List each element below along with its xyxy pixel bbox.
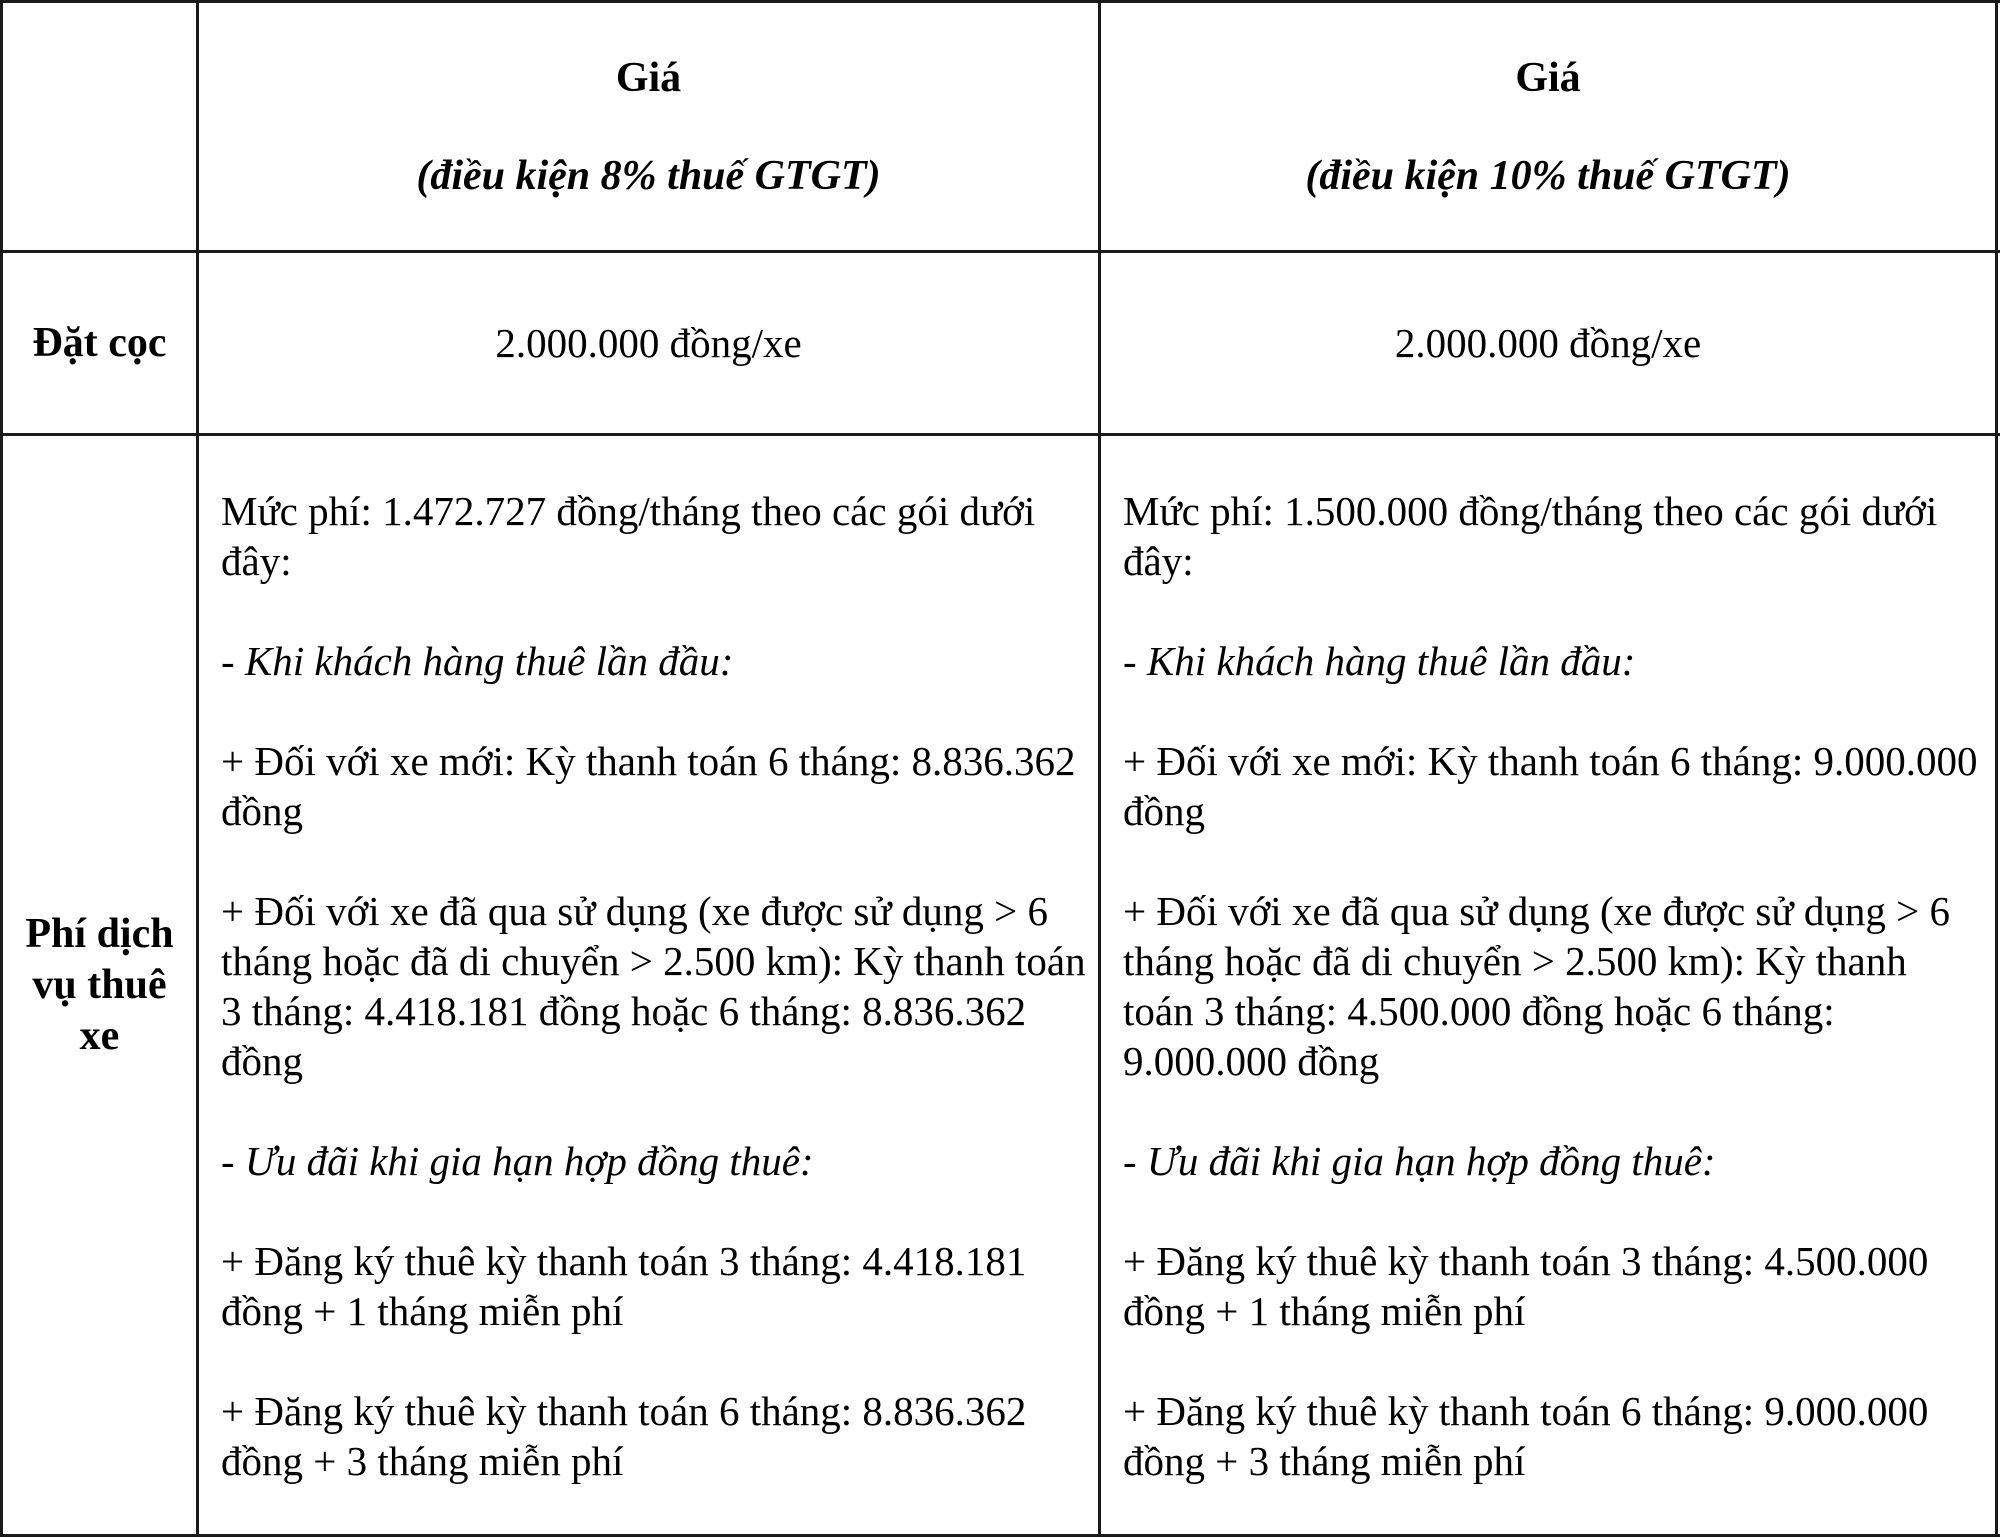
fee-rate-10pct: Mức phí: 1.500.000 đồng/tháng theo các gói dưới đây:: [1123, 488, 1938, 584]
renew-3-months-8pct: + Đăng ký thuê kỳ thanh toán 3 tháng: 4.418.181 đồng + 1 tháng miễn phí: [221, 1238, 1027, 1334]
header-col-8pct-subtitle: (điều kiện 8% thuế GTGT): [416, 152, 881, 199]
header-col-8pct: [199, 3, 1098, 250]
fee-col-10pct: [1101, 486, 1995, 1486]
deposit-label-cell: [3, 253, 196, 433]
renew-6-months-10pct: + Đăng ký thuê kỳ thanh toán 6 tháng: 9.000.000 đồng + 3 tháng miễn phí: [1123, 1388, 1929, 1484]
first-rent-heading-10pct: - Khi khách hàng thuê lần đầu:: [1123, 638, 1636, 684]
renewal-heading-8pct: - Ưu đãi khi gia hạn hợp đồng thuê:: [221, 1138, 814, 1184]
fee-rate-8pct: Mức phí: 1.472.727 đồng/tháng theo các gói dưới đây:: [221, 488, 1036, 584]
deposit-value-10pct: 2.000.000 đồng/xe: [1394, 320, 1702, 366]
deposit-col-8pct: [199, 253, 1098, 433]
table-border-right: [1995, 0, 1998, 1537]
header-col-10pct-title: Giá: [1515, 54, 1581, 101]
header-col-10pct-subtitle: (điều kiện 10% thuế GTGT): [1305, 152, 1791, 199]
header-col-10pct: [1101, 3, 1995, 250]
table-border-bottom: [0, 1534, 2000, 1537]
header-corner-cell: [3, 3, 196, 250]
renew-3-months-10pct: + Đăng ký thuê kỳ thanh toán 3 tháng: 4.500.000 đồng + 1 tháng miễn phí: [1123, 1238, 1929, 1334]
first-rent-heading-8pct: - Khi khách hàng thuê lần đầu:: [221, 638, 734, 684]
deposit-label: Đặt cọc: [32, 319, 167, 366]
new-car-8pct: + Đối với xe mới: Kỳ thanh toán 6 tháng: 8.836.362 đồng: [221, 738, 1076, 834]
used-car-8pct: + Đối với xe đã qua sử dụng (xe được sử dụng > 6 tháng hoặc đã di chuyển > 2.500 km): Kỳ thanh toán 3 tháng: 4.418.181 đồng hoặc 6 tháng: 8.836.362 đồng: [221, 888, 1086, 1084]
deposit-col-10pct: [1101, 253, 1995, 433]
new-car-10pct: + Đối với xe mới: Kỳ thanh toán 6 tháng: 9.000.000 đồng: [1123, 738, 1978, 834]
renewal-heading-10pct: - Ưu đãi khi gia hạn hợp đồng thuê:: [1123, 1138, 1716, 1184]
deposit-value-8pct: 2.000.000 đồng/xe: [495, 320, 802, 366]
fee-label-cell: [3, 436, 196, 1534]
used-car-10pct: + Đối với xe đã qua sử dụng (xe được sử dụng > 6 tháng hoặc đã di chuyển > 2.500 km): Kỳ thanh toán 3 tháng: 4.500.000 đồng hoặc 6 tháng: 9.000.000 đồng: [1123, 888, 1950, 1084]
fee-label: Phí dịch vụ thuê xe: [25, 910, 174, 1059]
header-col-8pct-title: Giá: [615, 54, 682, 101]
renew-6-months-8pct: + Đăng ký thuê kỳ thanh toán 6 tháng: 8.836.362 đồng + 3 tháng miễn phí: [221, 1388, 1027, 1484]
deposit-row-divider: [0, 433, 2000, 436]
fee-col-8pct: [199, 486, 1098, 1486]
